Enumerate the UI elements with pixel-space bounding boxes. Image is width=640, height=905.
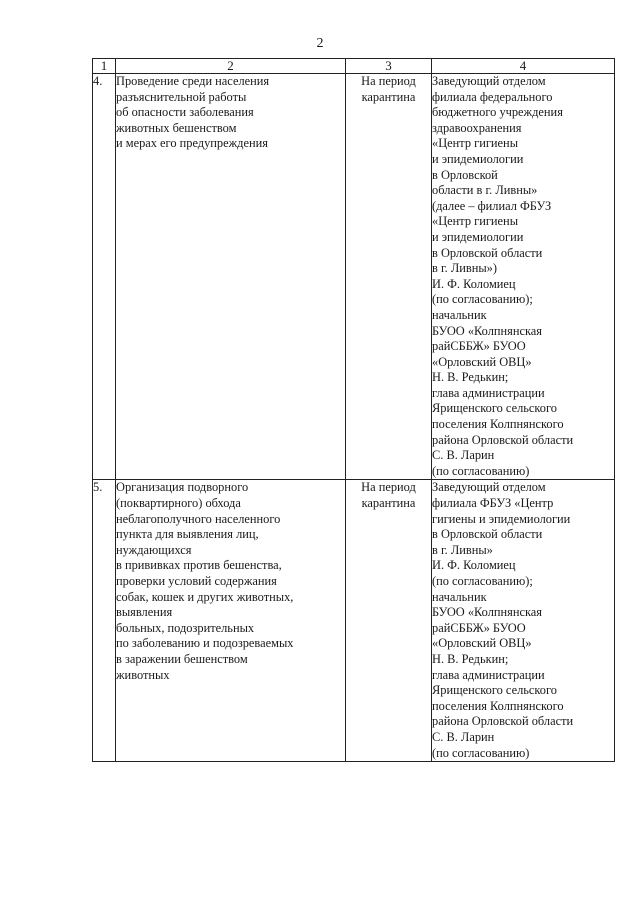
responsible-text-line: Н. В. Редькин; — [432, 651, 509, 666]
term-text-line: На период — [361, 74, 416, 88]
term-text-line: На период — [361, 480, 416, 495]
term-text-line: карантина — [361, 496, 416, 511]
responsible-text-line: С. В. Ларин — [432, 448, 495, 463]
responsible-text-line: Ярищенского сельского — [432, 401, 557, 416]
term-cell — [346, 480, 432, 762]
row-number-cell — [93, 480, 116, 762]
responsible-text-line: поселения Колпнянского — [432, 417, 564, 432]
responsible-text-line: начальник — [432, 307, 487, 322]
responsible-text-line: района Орловской области — [432, 714, 574, 729]
page-number: 2 — [316, 36, 324, 51]
responsible-text-line: в г. Ливны» — [432, 542, 493, 557]
row-number: 4. — [93, 74, 103, 88]
responsible-text-line: глава администрации — [432, 667, 545, 682]
column-header-4: 4 — [432, 59, 615, 74]
event-text-line: в заражении бешенством — [116, 651, 248, 666]
responsible-text-line: «Орловский ОВЦ» — [432, 354, 532, 369]
responsible-text-line: и эпидемиологии — [432, 229, 524, 244]
responsible-text-line: Н. В. Редькин; — [432, 370, 509, 385]
responsible-text-line: и эпидемиологии — [432, 151, 524, 166]
responsible-text-line: БУОО «Колпнянская — [432, 605, 543, 620]
responsible-cell — [432, 480, 615, 762]
event-text-line: неблагополучного населенного — [116, 511, 281, 526]
activities-table — [92, 58, 615, 762]
responsible-text-line: здравоохранения — [432, 120, 522, 135]
event-text-line: животных — [116, 667, 170, 682]
responsible-text-line: БУОО «Колпнянская — [432, 323, 543, 338]
column-header-2: 2 — [116, 59, 346, 74]
event-cell — [116, 480, 346, 762]
responsible-text-line: С. В. Ларин — [432, 729, 495, 744]
event-text-line: об опасности заболевания — [116, 105, 254, 120]
responsible-text-line: филиала ФБУЗ «Центр — [432, 496, 554, 511]
responsible-text-line: «Центр гигиены — [432, 136, 519, 151]
responsible-text-line: райСББЖ» БУОО — [432, 339, 526, 354]
responsible-text-line: Заведующий отделом — [432, 480, 546, 495]
event-text-line: животных бешенством — [116, 120, 237, 135]
responsible-text-line: (по согласованию) — [432, 463, 530, 478]
table-row — [93, 74, 615, 480]
responsible-text-line: области в г. Ливны» — [432, 183, 538, 198]
responsible-text-line: райСББЖ» БУОО — [432, 620, 526, 635]
responsible-text-line: (по согласованию); — [432, 292, 533, 307]
event-text-line: выявления — [116, 605, 173, 620]
event-text-line: по заболеванию и подозреваемых — [116, 636, 294, 651]
row-number: 5. — [93, 480, 103, 495]
event-text-line: пункта для выявления лиц, — [116, 527, 259, 542]
column-header-3: 3 — [346, 59, 432, 74]
event-text-line: и мерах его предупреждения — [116, 136, 268, 151]
responsible-text-line: И. Ф. Коломиец — [432, 276, 516, 291]
responsible-text-line: бюджетного учреждения — [432, 105, 563, 120]
responsible-text-line: Заведующий отделом — [432, 74, 546, 88]
term-text-line: карантина — [361, 89, 416, 104]
event-text-line: разъяснительной работы — [116, 89, 247, 104]
responsible-text-line: «Центр гигиены — [432, 214, 519, 229]
event-text-line: собак, кошек и других животных, — [116, 589, 294, 604]
responsible-text-line: в Орловской области — [432, 527, 543, 542]
event-text-line: Организация подворного — [116, 480, 249, 495]
responsible-text-line: (по согласованию) — [432, 745, 530, 760]
responsible-text-line: в г. Ливны») — [432, 261, 497, 276]
responsible-text-line: (далее – филиал ФБУЗ — [432, 198, 552, 213]
responsible-text-line: в Орловской — [432, 167, 498, 182]
header-row — [93, 59, 615, 74]
responsible-text-line: гигиены и эпидемиологии — [432, 511, 571, 526]
responsible-text-line: И. Ф. Коломиец — [432, 558, 516, 573]
responsible-cell — [432, 74, 615, 480]
event-text-line: больных, подозрительных — [116, 620, 255, 635]
responsible-text-line: (по согласованию); — [432, 574, 533, 588]
responsible-text-line: Ярищенского сельского — [432, 683, 557, 698]
event-text-line: (поквартирного) обхода — [116, 496, 241, 511]
row-number-cell — [93, 74, 116, 480]
responsible-text-line: филиала федерального — [432, 89, 553, 104]
event-text-line: проверки условий содержания — [116, 574, 277, 588]
responsible-text-line: начальник — [432, 589, 487, 604]
event-text-line: нуждающихся — [116, 542, 192, 557]
responsible-text-line: «Орловский ОВЦ» — [432, 636, 532, 651]
responsible-text-line: в Орловской области — [432, 245, 543, 260]
table-row — [93, 480, 615, 762]
responsible-text-line: поселения Колпнянского — [432, 698, 564, 713]
responsible-text-line: глава администрации — [432, 385, 545, 400]
event-text-line: в прививках против бешенства, — [116, 558, 282, 573]
event-text-line: Проведение среди населения — [116, 74, 270, 88]
responsible-text-line: района Орловской области — [432, 432, 574, 447]
term-cell — [346, 74, 432, 480]
column-header-1: 1 — [93, 59, 116, 74]
event-cell — [116, 74, 346, 480]
